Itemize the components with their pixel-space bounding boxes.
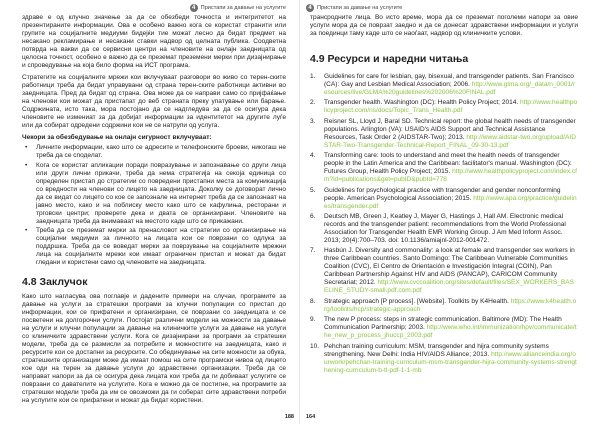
reference-text: Strategic approach [P process]. [Website]. Toolkits by K4Health. xyxy=(324,297,509,305)
reference-text: Reisner SL, Lloyd J, Baral SD. Technical report: the global health needs of transgender populations. Arlington (VA): USAID's AIDS Support and Technical Assistance Resources, Task Order 2 (AIDSTAR-Two); 2013. xyxy=(324,117,576,141)
right-page-body xyxy=(310,14,578,377)
reference-number: 5. xyxy=(310,186,316,194)
section-heading: 4.8 Заклучок xyxy=(22,276,88,288)
reference-link[interactable]: http://www.apa.org/practice/guidelines/transgender.pdf xyxy=(324,194,577,210)
reference-number: 7. xyxy=(310,247,316,255)
reference-item xyxy=(310,247,578,295)
reference-item xyxy=(310,118,578,150)
subheading: Чекори за обезбедување на онлајн сигурност вклучуваат: xyxy=(22,134,212,141)
section-heading: 4.9 Ресурси и наредни читања xyxy=(310,53,469,65)
chapter-number-badge: 4 xyxy=(190,4,198,12)
reference-number: 6. xyxy=(310,212,316,220)
reference-number: 9. xyxy=(310,316,316,324)
reference-text: Transgender health. Washington (DC): Health Policy Project; 2014. xyxy=(324,99,519,107)
paragraph: трансродните лица. Во исто време, мора да се преземат поголеми напори за овие услуги мора да се поврзат заедно и да се донесат здравствени информации и услуги за поединци таму каде што се наоѓаат, надвор од клиничките услови. xyxy=(310,14,578,37)
reference-item xyxy=(310,187,578,211)
bullet-item xyxy=(22,144,286,160)
reference-item xyxy=(310,152,578,184)
paragraph: Стратегите на социјалните мрежи кои вклучуваат разговори во живо со терен-ските работници треба да бидат управувани од страна терен-ските работници активни во заедницата. Пред да бидат од страна. Ова може да се направи само со пријфаќање на членови кои можат да пристапат до веб страната преку упатување или барање. Содржината, исто така, мора постојано да се надгледува за да се осигура дека членовите не измениат за да добијат информации за идентитетот на другите луѓе или да собират одредени содржини кои не се натрупи од услуга. xyxy=(22,74,286,129)
running-header-title: Пристапи за давање на услугите xyxy=(200,5,286,11)
reference-link[interactable]: http://www.glma.org/_data/n_0001/resources/live/GLMA%20guidelines%202006%20FINAL.pdf xyxy=(324,81,576,96)
reference-item xyxy=(310,213,578,245)
reference-number: 10. xyxy=(310,342,320,350)
reference-link[interactable]: http://www.aidstar-two.org/upload/AIDSTAR-Two-Transgender-Technical-Report_FINAL_09-30-13.pdf xyxy=(324,133,576,149)
reference-text: Guidelines for psychological practice with transgender and gender nonconforming people. American Psychological Association; 2015. xyxy=(324,186,561,202)
bullet-icon: • xyxy=(25,161,28,169)
reference-text: Pehchan training curriculum: MSM, transgender and hijra community systems strengthening. New Delhi: India HIV/AIDS Alliance; 2013. xyxy=(324,342,549,358)
reference-item xyxy=(310,316,578,340)
reference-item xyxy=(310,343,578,375)
paragraph: здраве е од клучно значење за да се обезбеди точноста и интегритетот на презентираните информации. Ова е особено важно кога се користат странити или групите на социјалните медиуми бидејќи тие можат лесно да бидат предмет на несакано рекламирање и несакани ставки надвор од целната публика. Соодветна потврда на вакви да се сервисни центри на членовите на онлајн заедницата од целосна точност, особено е важно да се преземат преземени мерки при дизајнирање и спроведување на која било форма на ИСТ програма. xyxy=(22,14,286,69)
reference-text: Guidelines for care for lesbian, gay, bisexual, and transgender patients. San Francisco (CA): Gay and Lesbian Medical Association; 2006. xyxy=(324,73,574,88)
reference-number: 4. xyxy=(310,152,316,160)
bullet-item xyxy=(22,162,286,226)
bullet-icon: • xyxy=(25,144,28,151)
reference-text: Deutsch MB, Green J, Keatley J, Mayer G, Hastings J, Hall AM. Electronic medical records and the transgender patient: recommendations from the World Professional Association for Transgender Health EMR Working Group. J Am Med Inform Assoc. 2013; 20(4):700–703. doi: 10.1136/amiajnl-2012-001472. xyxy=(324,212,566,244)
reference-number: 3. xyxy=(310,117,316,125)
reference-text: Transforming care: tools to understand and meet the health needs of transgender people in the Latin America and the Caribbean: facilitator's manual. Washington (DC): Futures Group, Health Policy Project; 2015. xyxy=(324,152,572,176)
reference-item xyxy=(310,73,578,97)
bullet-icon: • xyxy=(25,227,28,234)
reference-item xyxy=(310,99,578,115)
reference-number: 1. xyxy=(310,73,316,80)
running-header xyxy=(190,3,286,13)
bullet-text: Личните информации, како што се адресите и телефонските броеви, никогаш не треба да се споделат. xyxy=(36,144,286,159)
bullet-list xyxy=(22,144,286,267)
bullet-item xyxy=(22,227,286,267)
chapter-number-badge: 4 xyxy=(306,4,314,12)
page-number: 164 xyxy=(306,414,316,420)
reference-link[interactable]: http://www.healthpolicyproject.com/ns/docs/Topic_Trans_Health.pdf xyxy=(324,99,578,115)
reference-link[interactable]: http://www.who.int/immunization/hpv/communicate/the_new_p_process_jhuccp_2003.pdf xyxy=(324,324,577,340)
reference-text: Hasbún J. Diversity and commonality: a look at female and transgender sex workers in three Caribbean countries. Santo Domingo: The Caribbean Vulnerable Communities Coalition (CVC), El Centro de Orientación e Investigación Integral (COIN), Pan Caribbean Partnership Against HIV and AIDS (PANCAP), CARICOM Community Secretariat; 2012. xyxy=(324,247,575,287)
page-number: 188 xyxy=(284,414,294,420)
reference-link[interactable]: http://www.healthpolicyproject.com/index.cfm?id=publications&get=pubID&pubId=778 xyxy=(324,168,577,184)
reference-number: 2. xyxy=(310,99,316,107)
reference-link[interactable]: https://www.k4health.org/toolkits/hcp/strategic-approach xyxy=(324,297,577,313)
reference-number: 8. xyxy=(310,297,316,305)
reference-list xyxy=(310,73,578,375)
running-header-title: Пристапи за давање на услугите xyxy=(317,5,403,11)
bullet-text: Кога се користат апликации поради повразување и запознавање со други лица или други лични прикачи, треба да нема стратегија на секоја единица со определен пристап до стратегии со повредени пристапни места за комуникација со вредности на членови со лицето на заедницата. Доколку се договорат лично да се видат со лицето со кое се запознале на интернет треба да се запознаат на јавно место, како и на поблиску место како што се кафулиња, ресторани и трговски центри; проверете дека и двата се организирани. Членовите на заедницата треба да внимаваат на местото каде што се прикажани. xyxy=(36,161,286,225)
running-header xyxy=(306,3,402,13)
conclusion-paragraph: Како што нагласува ова поглавје и дадените примери на случаи, програмите за давање на услуги за стратешки програми за клучни популации со пристап до информации, кои се прифатени и организирани, се поврзани со заедницата и се посветени на долгорочни услуги. Постојат различни модели на можности за давање на услуги и клучни популации за давање на клиничките услуги за давање на услуги со клиничките здравствени услуги. Кога се дизајнирани за програми за стратешки модели, треба да се размисли за потребите и можностите на заедницата, како и ресурсите кои се достапни за ресурсите. Со обединување на сите можности за обука, стратешките организации може да имаат помош на сите програмски нивоа од лицето кое оди на терен за давање услуги до здравствени организации. Треба да се направат напори за да се осигура дека лицата кои треба да ги добиваат услугите се поврзани со давателите на услугите. Кога е можно да се постигне, на програмите за стратешки модели треба да им се овозможи да ги соберат сите здравствени потреби на услугите кои се прифатени и можат да бидат користени. xyxy=(22,293,286,404)
reference-link[interactable]: http://www.allianceindia.org/ourwork/pehchan-training-curriculum-msm-transgender-hijra-community-systems-strengthening-curriculum-b-tl-pdf-1-1-mb xyxy=(324,350,577,374)
reference-text: The new P process: steps in strategic communication. Baltimore (MD): The Health Communication Partnership; 2003. xyxy=(324,316,562,332)
right-page xyxy=(300,0,600,424)
left-page-body xyxy=(22,14,286,409)
reference-item xyxy=(310,298,578,314)
reference-link[interactable]: http://www.cvccoalition.org/sites/default/files/SEX_WORKERS_BASELINE_STUDY-small.pdf.com.pdf xyxy=(324,279,575,295)
bullet-text: Треба да се преземат мерки за пренасловот на стратегии со организирање на социјални медиуми за личното на лицата кои се поврзани со одлука за поддршка. Треба да се воведат мерки за поврзување на социјалните мрежни лица на социјалните мрежи кои имаат ограничен пристап и можат да бидат гледани и користени само од членовите на заедницата. xyxy=(36,227,286,266)
